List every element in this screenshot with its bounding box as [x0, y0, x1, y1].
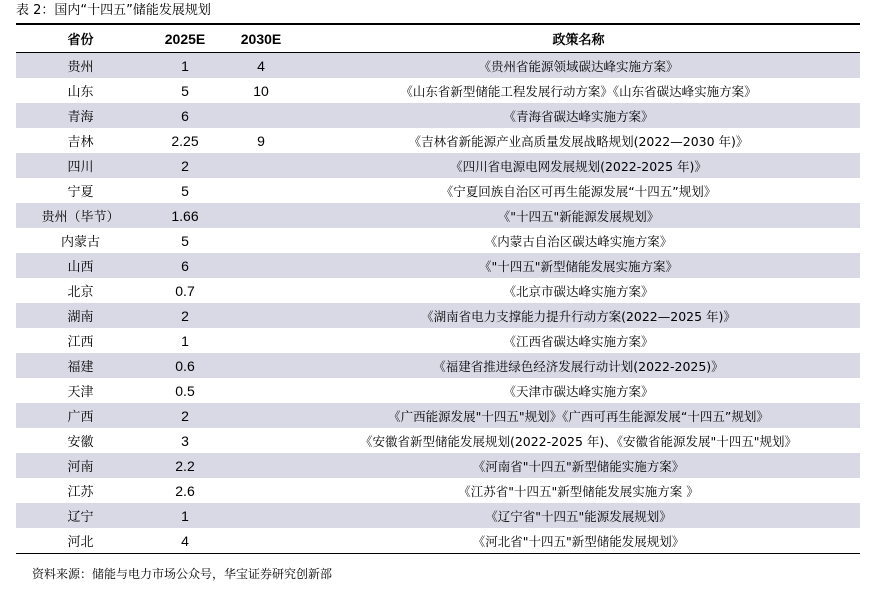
- target-2030-cell: [225, 428, 297, 453]
- table-row: [16, 353, 860, 378]
- target-2030-cell: 4: [225, 53, 297, 78]
- province-cell: 山西: [16, 253, 145, 278]
- target-2030-cell: [225, 353, 297, 378]
- target-2025-cell: 5: [181, 182, 189, 199]
- table-row: [16, 178, 860, 203]
- target-2030-cell: [225, 303, 297, 328]
- target-2025-cell: 2: [145, 303, 225, 328]
- target-2030-cell: [225, 103, 297, 128]
- target-2030-cell: [225, 153, 297, 178]
- province-cell: 江西: [67, 335, 94, 350]
- target-2025-cell: 2.6: [175, 482, 195, 499]
- target-2025-cell: 0.7: [175, 282, 195, 299]
- target-2025-cell: 2.25: [171, 132, 199, 149]
- table-row: [16, 378, 860, 403]
- policy-cell: 《辽宁省"十四五"能源发展规划》: [297, 503, 860, 528]
- province-cell: 贵州（毕节）: [16, 203, 145, 228]
- target-2025-cell: 4: [181, 532, 189, 549]
- target-2030-cell: [225, 403, 297, 428]
- province-cell: 河南: [16, 453, 145, 478]
- table-row: [16, 328, 860, 353]
- target-2025-cell: 3: [181, 432, 189, 449]
- policy-cell: 《河南省"十四五"新型储能实施方案》: [297, 453, 860, 478]
- policy-cell: 《江苏省"十四五"新型储能发展实施方案 》: [458, 483, 699, 499]
- province-cell: 北京: [67, 285, 94, 300]
- target-2025-cell: 6: [145, 253, 225, 278]
- policy-cell: 《内蒙古自治区碳达峰实施方案》: [484, 233, 673, 249]
- policy-cell: 《安徽省新型储能发展规划(2022-2025 年)、《安徽省能源发展"十四五"规划》: [359, 433, 798, 449]
- policy-cell: 《天津市碳达峰实施方案》: [503, 383, 654, 399]
- province-cell: 青海: [16, 103, 145, 128]
- policy-table: [16, 23, 860, 554]
- province-cell: 湖南: [16, 303, 145, 328]
- policy-cell: 《江西省碳达峰实施方案》: [503, 333, 654, 349]
- policy-cell: 《北京市碳达峰实施方案》: [503, 283, 654, 299]
- province-cell: 河北: [67, 535, 94, 550]
- header-policy: 政策名称: [552, 33, 605, 48]
- policy-cell: 《"十四五"新型储能发展实施方案》: [297, 253, 860, 278]
- target-2030-cell: [225, 228, 297, 253]
- target-2030-cell: [225, 178, 297, 203]
- table-row: [16, 478, 860, 503]
- target-2025-cell: 1.66: [145, 203, 225, 228]
- target-2030-cell: [225, 278, 297, 303]
- table-row: [16, 78, 860, 103]
- table-row: [16, 428, 860, 453]
- province-cell: 山东: [67, 85, 94, 100]
- province-cell: 宁夏: [67, 185, 94, 200]
- province-cell: 辽宁: [16, 503, 145, 528]
- target-2025-cell: 1: [145, 503, 225, 528]
- table-row: [16, 303, 860, 328]
- table-row: [16, 453, 860, 478]
- target-2025-cell: 5: [181, 232, 189, 249]
- policy-cell: 《福建省推进绿色经济发展行动计划(2022-2025)》: [297, 353, 860, 378]
- province-cell: 江苏: [67, 485, 94, 500]
- table-row: [16, 103, 860, 128]
- province-cell: 贵州: [16, 53, 145, 78]
- table-row: [16, 278, 860, 303]
- table-row: [16, 153, 860, 178]
- province-cell: 天津: [67, 385, 94, 400]
- header-2030e: 2030E: [240, 30, 282, 47]
- target-2025-cell: 0.6: [145, 353, 225, 378]
- header-2025e: 2025E: [164, 30, 206, 47]
- policy-cell: 《广西能源发展"十四五"规划》《广西可再生能源发展“十四五”规划》: [297, 403, 860, 428]
- table-row: [16, 528, 860, 553]
- header-province: 省份: [67, 33, 94, 48]
- target-2030-cell: [225, 528, 297, 553]
- table-caption: 表 2：国内“十四五”储能发展规划: [16, 3, 211, 18]
- province-cell: 吉林: [67, 135, 94, 150]
- target-2025-cell: 2: [145, 153, 225, 178]
- policy-cell: 《四川省电源电网发展规划(2022-2025 年)》: [297, 153, 860, 178]
- target-2030-cell: 9: [257, 132, 265, 149]
- province-cell: 广西: [16, 403, 145, 428]
- target-2030-cell: [225, 453, 297, 478]
- policy-cell: 《山东省新型储能工程发展行动方案》《山东省碳达峰实施方案》: [400, 83, 757, 99]
- target-2025-cell: 0.5: [175, 382, 195, 399]
- target-2025-cell: 2: [145, 403, 225, 428]
- target-2030-cell: [225, 503, 297, 528]
- target-2030-cell: [225, 478, 297, 503]
- policy-cell: 《吉林省新能源产业高质量发展战略规划(2022—2030 年)》: [408, 133, 749, 149]
- bottom-rule: [16, 553, 860, 554]
- province-cell: 四川: [16, 153, 145, 178]
- policy-cell: 《湖南省电力支撑能力提升行动方案(2022—2025 年)》: [297, 303, 860, 328]
- policy-cell: 《"十四五"新能源发展规划》: [297, 203, 860, 228]
- table-row: [16, 53, 860, 78]
- target-2025-cell: 2.2: [145, 453, 225, 478]
- policy-cell: 《河北省"十四五"新型储能发展规划》: [472, 533, 685, 549]
- policy-cell: 《青海省碳达峰实施方案》: [297, 103, 860, 128]
- target-2025-cell: 5: [181, 82, 189, 99]
- province-cell: 福建: [16, 353, 145, 378]
- target-2030-cell: 10: [253, 82, 269, 99]
- header-row: [16, 25, 860, 52]
- table-row: [16, 503, 860, 528]
- province-cell: 内蒙古: [60, 235, 100, 250]
- target-2025-cell: 6: [145, 103, 225, 128]
- policy-cell: 《宁夏回族自治区可再生能源发展“十四五”规划》: [440, 183, 717, 199]
- policy-cell: 《贵州省能源领域碳达峰实施方案》: [297, 53, 860, 78]
- table-row: [16, 228, 860, 253]
- table-row: [16, 128, 860, 153]
- province-cell: 安徽: [67, 435, 94, 450]
- target-2025-cell: 1: [145, 53, 225, 78]
- target-2030-cell: [225, 328, 297, 353]
- target-2030-cell: [225, 378, 297, 403]
- target-2025-cell: 1: [181, 332, 189, 349]
- source-note: 资料来源：储能与电力市场公众号，华宝证券研究创新部: [32, 567, 333, 581]
- table-row: [16, 403, 860, 428]
- table-row: [16, 203, 860, 228]
- table-row: [16, 253, 860, 278]
- target-2030-cell: [225, 253, 297, 278]
- target-2030-cell: [225, 203, 297, 228]
